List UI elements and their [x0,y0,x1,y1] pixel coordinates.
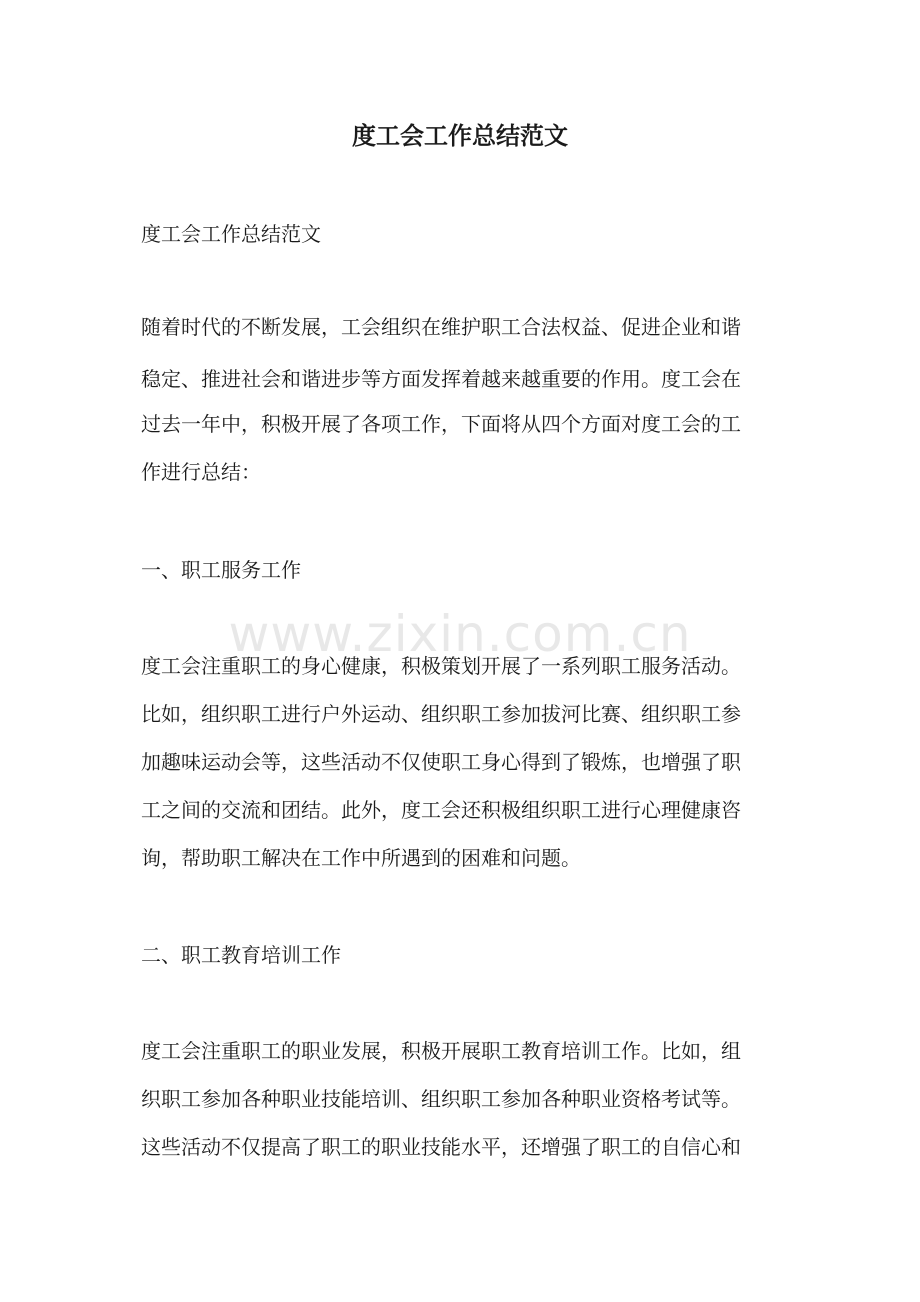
paragraph-line: 这些活动不仅提高了职工的职业技能水平，还增强了职工的自信心和 [141,1135,741,1159]
paragraph-line: 工之间的交流和团结。此外，度工会还积极组织职工进行心理健康咨 [141,798,741,822]
section-heading: 一、职工服务工作 [141,558,301,582]
paragraph-line: 加趣味运动会等，这些活动不仅使职工身心得到了锻炼，也增强了职 [141,750,741,774]
section-heading: 二、职工教育培训工作 [141,943,341,967]
paragraph-line: 询，帮助职工解决在工作中所遇到的困难和问题。 [141,846,581,870]
paragraph-line: 度工会注重职工的身心健康，积极策划开展了一系列职工服务活动。 [141,654,741,678]
intro-line: 作进行总结： [141,460,261,484]
document-title: 度工会工作总结范文 [352,121,568,150]
document-subtitle: 度工会工作总结范文 [141,222,321,246]
paragraph-line: 度工会注重职工的职业发展，积极开展职工教育培训工作。比如，组 [141,1039,741,1063]
watermark: www.zixin.com.cn [228,605,692,663]
intro-line: 过去一年中，积极开展了各项工作，下面将从四个方面对度工会的工 [141,412,741,436]
paragraph-line: 织职工参加各种职业技能培训、组织职工参加各种职业资格考试等。 [141,1087,741,1111]
intro-line: 随着时代的不断发展，工会组织在维护职工合法权益、促进企业和谐 [141,315,741,339]
intro-line: 稳定、推进社会和谐进步等方面发挥着越来越重要的作用。度工会在 [141,367,741,391]
paragraph-line: 比如，组织职工进行户外运动、组织职工参加拔河比赛、组织职工参 [141,702,741,726]
